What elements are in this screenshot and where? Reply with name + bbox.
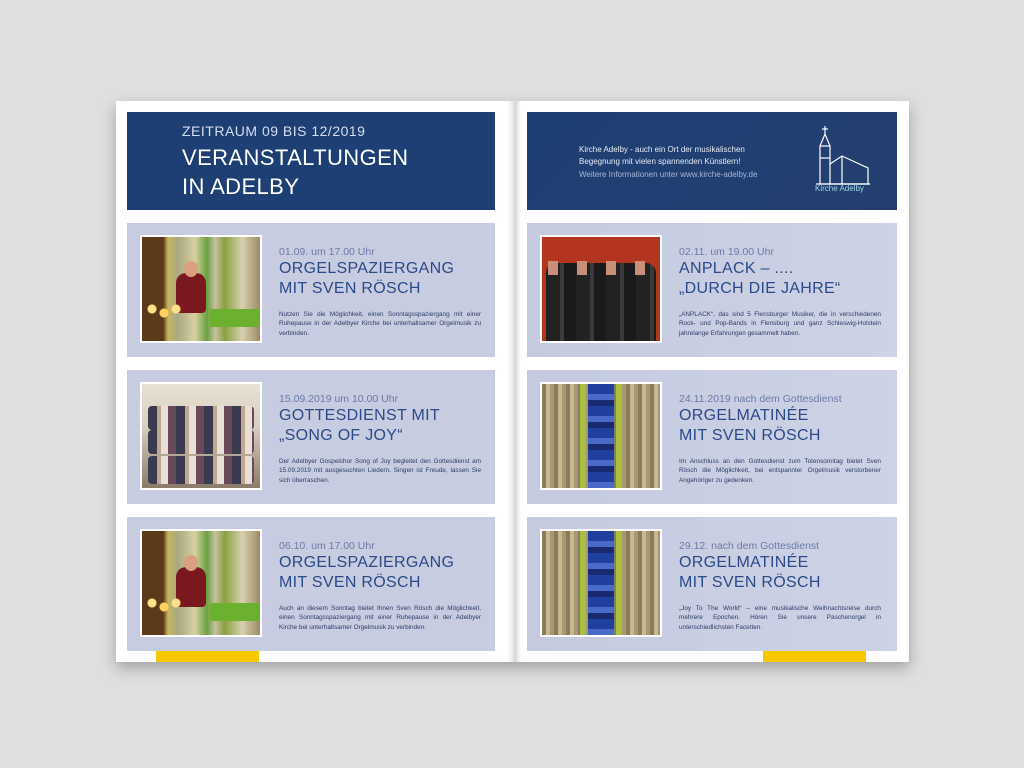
event-date: 29.12. nach dem Gottesdienst <box>679 540 820 552</box>
event-title-line2: MIT SVEN RÖSCH <box>679 427 821 444</box>
event-title-line1: ORGELSPAZIERGANG <box>279 554 455 571</box>
event-title-line1: ORGELMATINÉE <box>679 554 809 571</box>
page-title-line2: IN ADELBY <box>182 174 300 199</box>
left-header-banner <box>127 112 495 210</box>
event-description: Im Anschluss an den Gottesdienst zum Totensonntag bietet Sven Rösch die Möglichkeit, bei entspannter Orgelmusik verstorbener Angehöriger zu gedenken. <box>679 458 881 484</box>
event-title-line1: ANPLACK – .... <box>679 260 794 277</box>
period-kicker: ZEITRAUM 09 BIS 12/2019 <box>182 123 366 139</box>
event-card <box>127 223 495 357</box>
event-card <box>527 223 897 357</box>
event-title-line2: MIT SVEN RÖSCH <box>279 574 421 591</box>
event-description: Der Adelbyer Gospelchor Song of Joy begleitet den Gottesdienst am 15.09.2019 mit ausgesuchten Liedern. Singen ist Freude, lassen Sie sich überraschen. <box>279 458 481 484</box>
header-info-line1: Kirche Adelby - auch ein Ort der musikalischen <box>579 145 745 154</box>
organ-pipes-photo <box>540 529 662 637</box>
event-title-line2: MIT SVEN RÖSCH <box>279 280 421 297</box>
event-title-line2: MIT SVEN RÖSCH <box>679 574 821 591</box>
event-date: 15.09.2019 um 10.00 Uhr <box>279 393 399 405</box>
event-card <box>527 517 897 651</box>
organist-photo <box>140 235 262 343</box>
organist-photo <box>140 529 262 637</box>
event-card <box>127 370 495 504</box>
event-card <box>127 517 495 651</box>
organ-pipes-photo <box>540 382 662 490</box>
event-title-line1: ORGELMATINÉE <box>679 407 809 424</box>
event-date: 02.11. um 19.00 Uhr <box>679 246 774 258</box>
event-date: 01.09. um 17.00 Uhr <box>279 246 375 258</box>
event-title-line1: ORGELSPAZIERGANG <box>279 260 455 277</box>
header-info-line2: Begegnung mit vielen spannenden Künstlern! <box>579 157 741 166</box>
event-date: 24.11.2019 nach dem Gottesdienst <box>679 393 842 405</box>
page-title-line1: VERANSTALTUNGEN <box>182 145 409 170</box>
event-title-line2: „DURCH DIE JAHRE“ <box>679 280 841 297</box>
event-title-line2: „SONG OF JOY“ <box>279 427 403 444</box>
accent-bar <box>156 651 259 662</box>
right-page <box>514 101 909 662</box>
event-description: Auch an diesem Sonntag bietet Ihnen Sven Rösch die Möglichkeit, einen Sonntagsspaziergang mit einer Ruhepause in der Adelbyer Kirche bei unterhaltsamer Orgelmusik zu verbinden. <box>279 605 481 631</box>
accent-bar <box>763 651 866 662</box>
choir-photo <box>140 382 262 490</box>
event-description: „Joy To The World“ – eine musikalische Weihnachtsreise durch mehrere Epochen. Hören Sie unsere Paschenorgel in unterschiedlichsten Facetten. <box>679 605 881 631</box>
event-title-line1: GOTTESDIENST MIT <box>279 407 440 424</box>
church-logo-label: Kirche Adelby <box>815 184 864 193</box>
header-website-line: Weitere Informationen unter www.kirche-adelby.de <box>579 170 758 179</box>
left-page <box>116 101 511 662</box>
event-description: Nutzen Sie die Möglichkeit, einen Sonntagsspaziergang mit einer Ruhepause in der Adelbyer Kirche bei unterhaltsamer Orgelmusik zu verbinden. <box>279 311 481 337</box>
right-header-banner <box>527 112 897 210</box>
band-photo <box>540 235 662 343</box>
brochure-spread <box>116 101 909 662</box>
event-card <box>527 370 897 504</box>
event-description: „ANPLACK“, das sind 5 Flensburger Musiker, die in verschiedenen Rock- und Pop-Bands in Flensburg und ganz Schleswig-Holstein jahrelange Erfahrungen gesammelt haben. <box>679 311 881 337</box>
event-date: 06.10. um 17.00 Uhr <box>279 540 375 552</box>
